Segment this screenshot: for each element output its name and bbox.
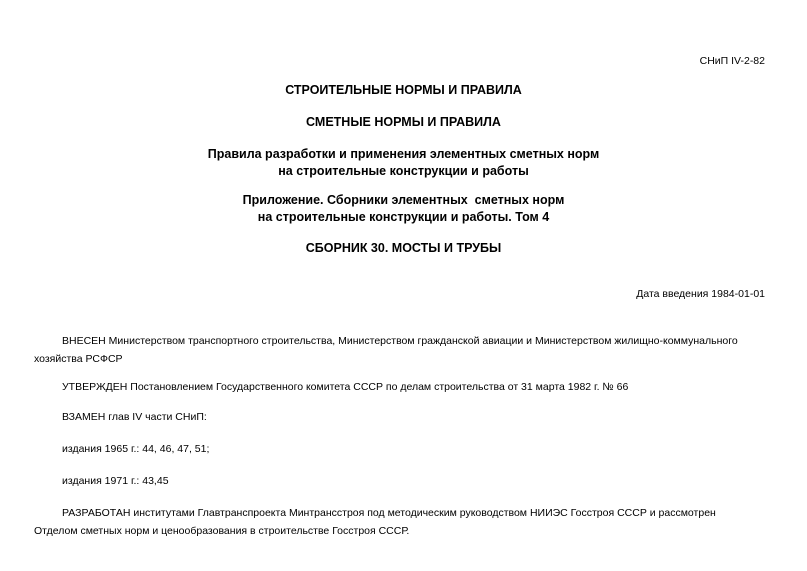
paragraph-edition-1965: издания 1965 г.: 44, 46, 47, 51; (62, 443, 210, 455)
paragraph-introduced-line1: ВНЕСЕН Министерством транспортного строительства, Министерством гражданской авиации и Министерством жилищно-коммунального (62, 335, 738, 347)
rules-title-line1: Правила разработки и применения элементных сметных норм (207, 147, 600, 161)
paragraph-developed-line1: РАЗРАБОТАН институтами Главтранспроекта Минтрансстроя под методическим руководством НИИЭС Госстроя СССР и рассмотрен (62, 507, 716, 519)
document-code: СНиП IV-2-82 (699, 55, 765, 67)
appendix-title-line2: на строительные конструкции и работы. Том 4 (257, 210, 550, 224)
appendix-title (0, 192, 807, 226)
paragraph-replaces: ВЗАМЕН глав IV части СНиП: (62, 411, 207, 423)
sub-title: СМЕТНЫЕ НОРМЫ И ПРАВИЛА (306, 115, 501, 129)
paragraph-developed-line2: Отделом сметных норм и ценообразования в строительстве Госстроя СССР. (34, 525, 410, 537)
paragraph-edition-1971: издания 1971 г.: 43,45 (62, 475, 169, 487)
paragraph-introduced-line2: хозяйства РСФСР (34, 353, 123, 365)
collection-title: СБОРНИК 30. МОСТЫ И ТРУБЫ (305, 241, 502, 255)
rules-title-line2: на строительные конструкции и работы (278, 164, 529, 178)
paragraph-developed (34, 504, 778, 540)
paragraph-approved: УТВЕРЖДЕН Постановлением Государственного комитета СССР по делам строительства от 31 марта 1982 г. № 66 (62, 381, 629, 393)
appendix-title-line1: Приложение. Сборники элементных сметных норм (242, 193, 565, 207)
introduction-date: Дата введения 1984-01-01 (636, 288, 765, 300)
paragraph-introduced (34, 332, 778, 368)
main-title: СТРОИТЕЛЬНЫЕ НОРМЫ И ПРАВИЛА (285, 83, 522, 97)
rules-title (0, 146, 807, 180)
